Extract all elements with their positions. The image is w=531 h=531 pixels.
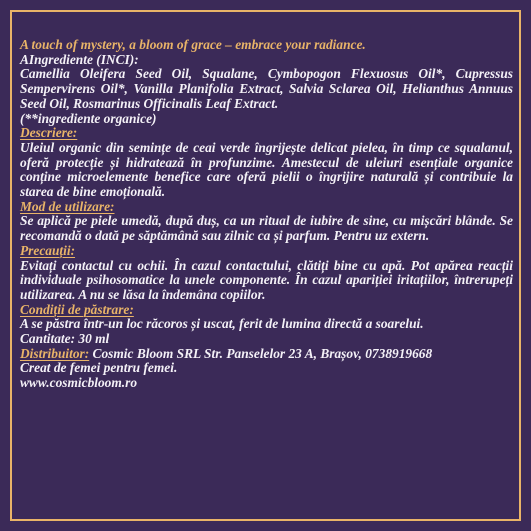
description-text: Uleiul organic din semințe de ceai verde îngrijește delicat pielea, în timp ce squalanul, oferă protecție și hidratează în profunzime. Amestecul de uleiuri esențiale organice conține microelemente benefice care oferă pielii o îngrijire naturală și contribuie la starea de bine emoțională. xyxy=(20,139,513,200)
distributor-label: Distribuitor: xyxy=(20,345,90,361)
storage-heading: Condiții de păstrare: xyxy=(20,301,134,317)
made-for: Creat de femei pentru femei. xyxy=(20,360,178,376)
website: www.cosmicbloom.ro xyxy=(20,375,138,391)
distributor-text: Cosmic Bloom SRL Str. Panselelor 23 A, Brașov, 0738919668 xyxy=(89,345,433,361)
storage-text: A se păstra într-un loc răcoros și uscat, ferit de lumina directă a soarelui. xyxy=(20,316,424,332)
usage-text: Se aplică pe piele umedă, după duș, ca un ritual de iubire de sine, cu mișcări blânde. Se recomandă o dată pe săptămână sau zilnic ca și parfum. Pentru uz extern. xyxy=(20,213,513,244)
precautions-text: Evitați contactul cu ochii. În cazul contactului, clătiți bine cu apă. Pot apărea reacții individuale psihosomatice la unele componente. În cazul apariției iritațiilor, întrerupeți utilizarea. A nu se lăsa la îndemâna copiilor. xyxy=(20,257,513,302)
precautions-heading: Precauții: xyxy=(20,242,76,258)
usage-heading: Mod de utilizare: xyxy=(20,198,115,214)
ingredients-heading: AIngrediente (INCI): xyxy=(20,51,139,67)
distributor-line xyxy=(20,347,513,362)
ingredients-list: Camellia Oleifera Seed Oil, Squalane, Cymbopogon Flexuosus Oil*, Cupressus Sempervirens Oil*, Vanilla Planifolia Extract, Salvia Sclarea Oil, Helianthus Annuus Seed Oil, Rosmarinus Officinalis Leaf Extract. xyxy=(20,66,513,111)
description-heading: Descriere: xyxy=(20,125,78,141)
label-text xyxy=(20,38,513,391)
tagline: A touch of mystery, a bloom of grace – embrace your radiance. xyxy=(20,37,366,52)
ingredients-note: (**ingrediente organice) xyxy=(20,110,157,126)
quantity: Cantitate: 30 ml xyxy=(20,331,110,347)
